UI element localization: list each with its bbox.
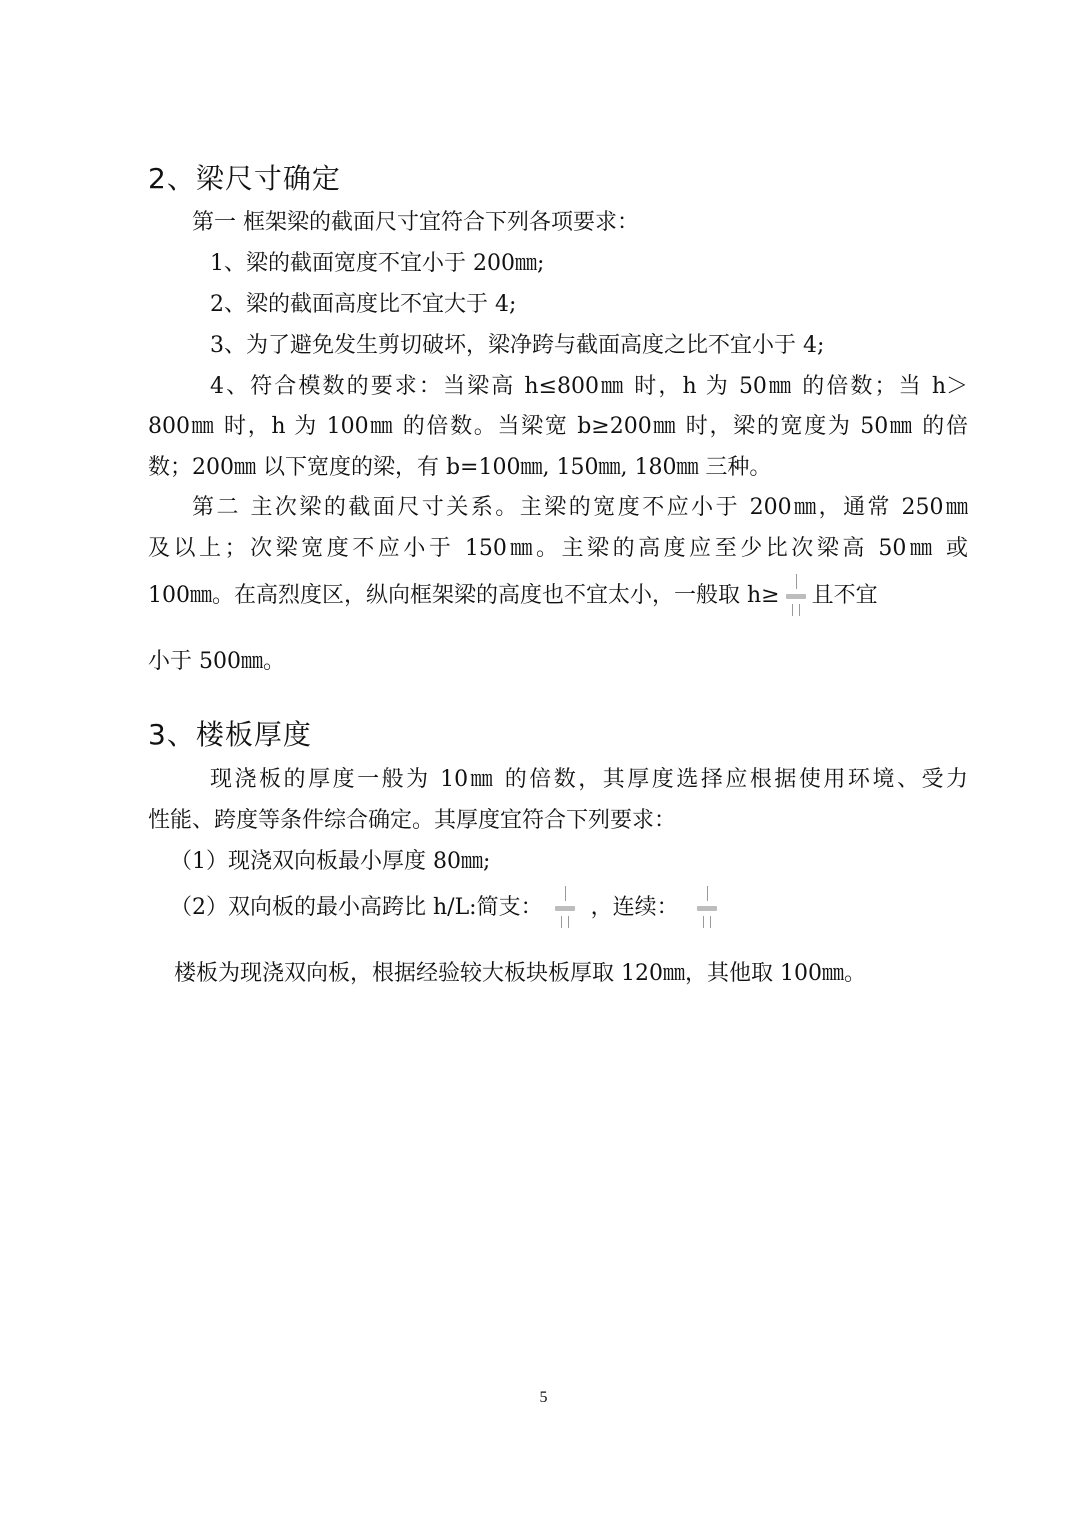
requirement-2-line-1: 第二 主次梁的截面尺寸关系。主梁的宽度不应小于 200㎜，通常 250㎜ <box>192 495 968 520</box>
requirement-1-item-1: 1、梁的截面宽度不宜小于 200㎜; <box>210 251 545 276</box>
requirement-2-line-3 <box>148 574 968 618</box>
requirement-2-line-2: 及以上；次梁宽度不应小于 150㎜。主梁的高度应至少比次梁高 50㎜ 或 <box>148 536 968 561</box>
slab-intro-line-1: 现浇板的厚度一般为 10㎜ 的倍数，其厚度选择应根据使用环境、受力 <box>210 767 968 792</box>
page-number: 5 <box>539 1389 548 1406</box>
simply-supported-ratio-fraction-icon <box>553 886 577 930</box>
requirement-1-item-4-line-3: 数；200㎜ 以下宽度的梁，有 b=100㎜, 150㎜, 180㎜ 三种。 <box>148 455 772 480</box>
slab-item-2 <box>170 886 990 930</box>
slab-conclusion: 楼板为现浇双向板，根据经验较大板块板厚取 120㎜，其他取 100㎜。 <box>174 961 866 986</box>
requirement-1-item-2: 2、梁的截面高度比不宜大于 4; <box>210 292 517 317</box>
requirement-1-item-4-line-2: 800㎜ 时，h 为 100㎜ 的倍数。当梁宽 b≥200㎜ 时，梁的宽度为 50㎜ 的倍 <box>148 414 968 439</box>
requirement-2-line-3-text: 100㎜。在高烈度区，纵向框架梁的高度也不宜太小，一般取 h≥ <box>148 583 780 608</box>
slab-item-1: （1）现浇双向板最小厚度 80㎜; <box>170 849 491 874</box>
section-2-heading: 2、梁尺寸确定 <box>148 162 341 195</box>
fraction-formula-icon <box>784 574 808 618</box>
continuous-ratio-fraction-icon <box>695 886 719 930</box>
section-3-heading: 3、楼板厚度 <box>148 718 312 751</box>
requirement-2-line-3-tail: 且不宜 <box>811 583 878 608</box>
requirement-1-intro: 第一 框架梁的截面尺寸宜符合下列各项要求： <box>192 210 639 235</box>
requirement-2-line-4: 小于 500㎜。 <box>148 649 285 674</box>
slab-item-2-continuous-label: ，连续： <box>590 895 679 920</box>
requirement-1-item-4-line-1: 4、符合模数的要求：当梁高 h≤800㎜ 时，h 为 50㎜ 的倍数；当 h＞ <box>210 374 968 399</box>
requirement-1-item-3: 3、为了避免发生剪切破坏，梁净跨与截面高度之比不宜小于 4; <box>210 333 825 358</box>
slab-intro-line-2: 性能、跨度等条件综合确定。其厚度宜符合下列要求： <box>148 808 677 833</box>
slab-item-2-text: （2）双向板的最小高跨比 h/L:简支： <box>170 895 543 920</box>
